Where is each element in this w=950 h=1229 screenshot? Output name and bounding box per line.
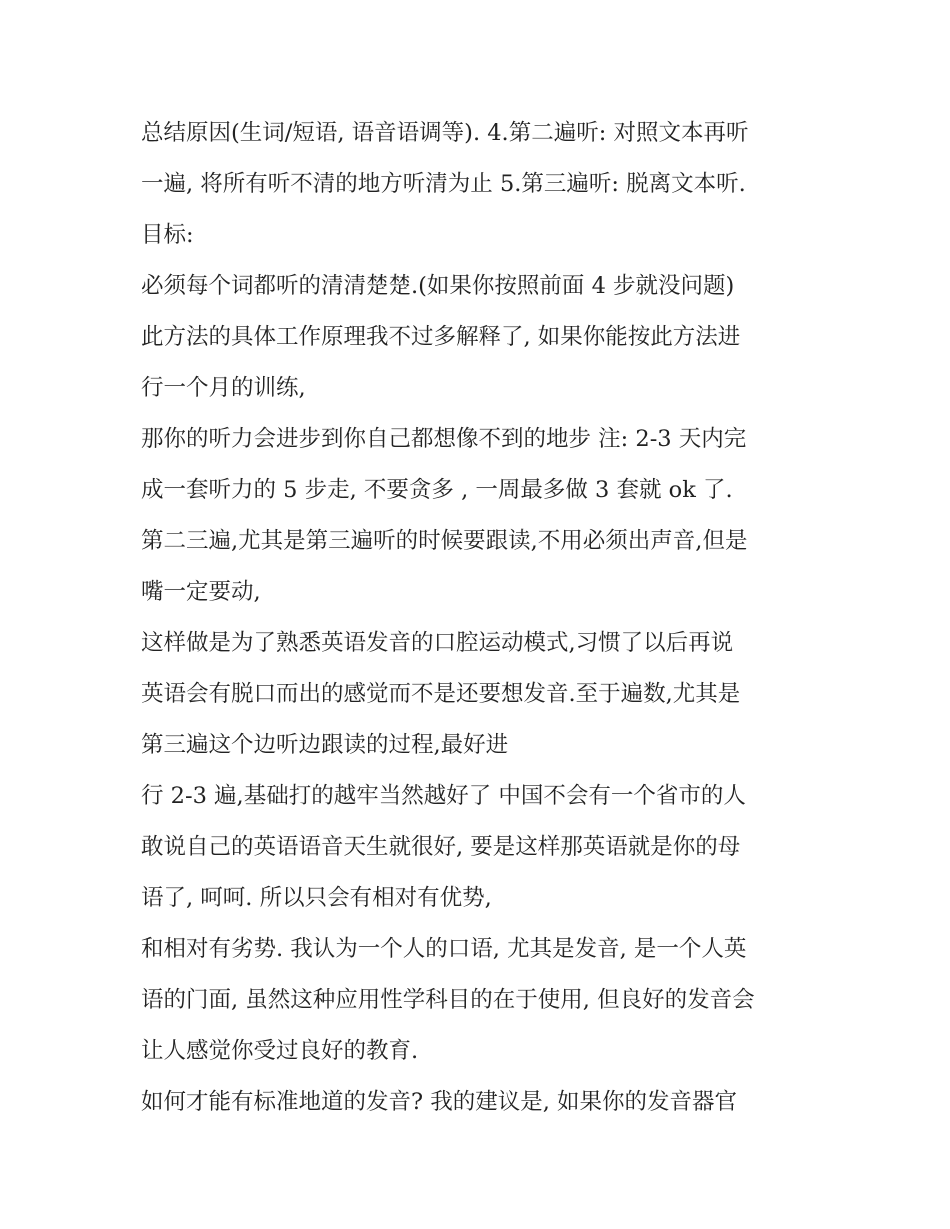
text-line: 和相对有劣势. 我认为一个人的口语, 尤其是发音, 是一个人英 — [141, 936, 747, 962]
text-line: 第二三遍,尤其是第三遍听的时候要跟读,不用必须出声音,但是 — [141, 528, 748, 554]
text-line: 总结原因(生词/短语, 语音语调等). 4.第二遍听: 对照文本再听 — [141, 120, 749, 146]
text-line: 英语会有脱口而出的感觉而不是还要想发音.至于遍数,尤其是 — [141, 681, 741, 707]
text-line: 必须每个词都听的清清楚楚.(如果你按照前面 4 步就没问题) — [141, 273, 735, 299]
text-line: 此方法的具体工作原理我不过多解释了, 如果你能按此方法进 — [141, 324, 741, 350]
text-line: 敢说自己的英语语音天生就很好, 要是这样那英语就是你的母 — [141, 834, 741, 860]
text-line: 如何才能有标准地道的发音? 我的建议是, 如果你的发音器官 — [141, 1089, 738, 1115]
text-line: 语的门面, 虽然这种应用性学科目的在于使用, 但良好的发音会 — [141, 987, 755, 1013]
document-text-body — [141, 108, 821, 1128]
text-line: 第三遍这个边听边跟读的过程,最好进 — [141, 732, 509, 758]
text-line: 行一个月的训练, — [141, 375, 306, 401]
text-line: 语了, 呵呵. 所以只会有相对有优势, — [141, 885, 492, 911]
text-line: 让人感觉你受过良好的教育. — [141, 1038, 419, 1064]
text-line: 那你的听力会进步到你自己都想像不到的地步 注: 2-3 天内完 — [141, 426, 747, 452]
text-line: 目标: — [141, 222, 194, 248]
text-line: 嘴一定要动, — [141, 579, 261, 605]
text-line: 成一套听力的 5 步走, 不要贪多 , 一周最多做 3 套就 ok 了. — [141, 477, 733, 503]
text-line: 一遍, 将所有听不清的地方听清为止 5.第三遍听: 脱离文本听. — [141, 171, 746, 197]
text-line: 行 2-3 遍,基础打的越牢当然越好了 中国不会有一个省市的人 — [141, 783, 746, 809]
text-line: 这样做是为了熟悉英语发音的口腔运动模式,习惯了以后再说 — [141, 630, 734, 656]
